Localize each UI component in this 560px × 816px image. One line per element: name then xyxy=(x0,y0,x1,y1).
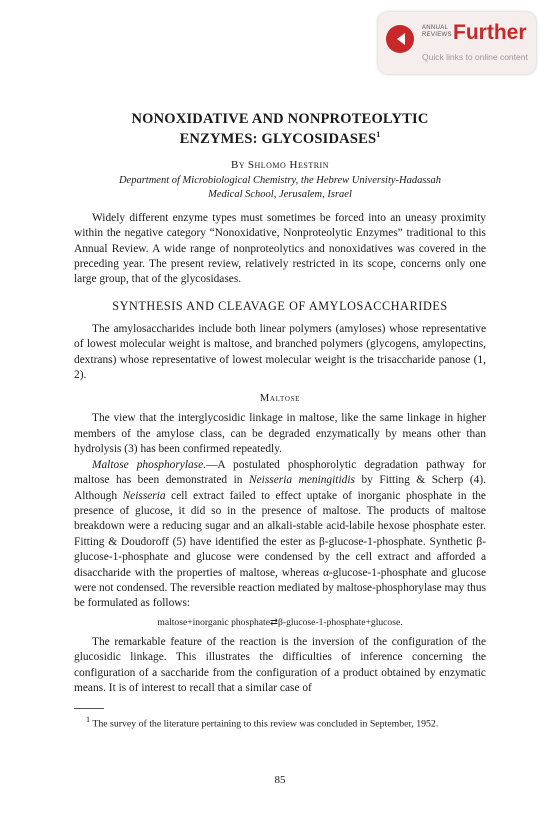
author-line xyxy=(74,159,486,172)
phosphorylase-text-2: by Fitting & Scherp (4). Although xyxy=(74,474,486,502)
badge-subtitle[interactable]: Quick links to online content xyxy=(422,52,528,62)
badge-line2: REVIEWS xyxy=(422,32,452,38)
phosphorylase-text-1: —A postulated phosphorolytic degradation pathway for maltose has been demonstrated in xyxy=(74,458,486,487)
footnote-divider xyxy=(74,708,104,709)
footnote xyxy=(74,714,486,731)
badge-line1: ANNUAL xyxy=(422,25,449,31)
phosphorylase-text-3: cell extract failed to effect uptake of inorganic phosphate in the presence of glucose, it did so in the presence of maltose. The products of maltose breakdown were a reducing sugar and an alkali-stable acid-labile hexose phosphate ester. Fitting & Doudoroff (5) have identified the ester as β-glucose-1-phosphate. Synthetic β-glucose-1-phosphate and glucose were condensed by the cell extract and afforded a disaccharide with the properties of maltose, whereas α-glucose-1-phosphate and glucose were not condensed. The reversible reaction mediated by maltose-phosphorylase may thus be formulated as follows: xyxy=(74,489,486,610)
subsection-heading: Maltose xyxy=(259,393,301,405)
page-number: 85 xyxy=(274,774,286,786)
remarkable-paragraph: The remarkable feature of the reaction is the inversion of the configuration of the glucosidic linkage. This illustrates the difficulties of inference concerning the configuration of a saccharide from the configuration of a product obtained by enzymatic means. It is of interest to recall that a similar case of xyxy=(74,635,486,694)
article-title xyxy=(74,111,486,147)
maltose-paragraph: The view that the interglycosidic linkage in maltose, like the same linkage in higher members of the amylose class, can be degraded enzymatically by means other than hydrolysis (3) has been confirmed repeatedly. xyxy=(74,412,486,456)
phosphorylase-paragraph xyxy=(74,458,486,612)
reaction-equation: maltose+inorganic phosphate⇄β-glucose-1-phosphate+glucose. xyxy=(157,616,403,628)
affiliation-line1: Department of Microbiological Chemistry, the Hebrew University-Hadassah xyxy=(118,174,442,186)
phosphorylase-heading: Maltose phosphorylase. xyxy=(92,458,207,471)
species-neisseria: Neisseria xyxy=(122,489,166,502)
footnote-mark: 1 xyxy=(86,715,91,725)
section-heading: SYNTHESIS AND CLEAVAGE OF AMYLOSACCHARIDES xyxy=(112,298,448,313)
species-neisseria-meningitidis: Neisseria meningitidis xyxy=(249,474,355,487)
play-circle-icon xyxy=(386,25,414,53)
title-line2: ENZYMES: GLYCOSIDASES xyxy=(179,130,377,147)
article-page xyxy=(74,111,486,731)
section-paragraph: The amylosaccharides include both linear polymers (amyloses) whose representative of lowest molecular weight is maltose, and branched polymers (glycogens, amylopectins, dextrans) whose representative of lowest molecular weight is the trisaccharide panose (1, 2). xyxy=(74,322,486,382)
affiliation xyxy=(74,174,486,202)
footnote-text: The survey of the literature pertaining to this review was concluded in September, 1952. xyxy=(90,718,439,730)
author-name: Shlomo Hestrin xyxy=(247,158,330,171)
further-badge[interactable] xyxy=(378,12,536,74)
badge-brand: Further xyxy=(453,21,527,44)
affiliation-line2: Medical School, Jerusalem, Israel xyxy=(208,188,352,200)
author-by: By xyxy=(230,158,246,171)
intro-paragraph: Widely different enzyme types must sometimes be forced into an uneasy proximity within the negative category “Nonoxidative, Nonproteolytic Enzymes” traditional to this Annual Review. A wide range of nonproteolytics and nonoxidatives was covered in the preceding year. The present review, relatively restricted in its scope, concerns only one large group, that of the glycosidases. xyxy=(74,211,486,286)
title-footnote-mark[interactable]: 1 xyxy=(376,130,381,139)
badge-annual-reviews xyxy=(422,25,452,39)
title-line1: NONOXIDATIVE AND NONPROTEOLYTIC xyxy=(131,111,429,127)
